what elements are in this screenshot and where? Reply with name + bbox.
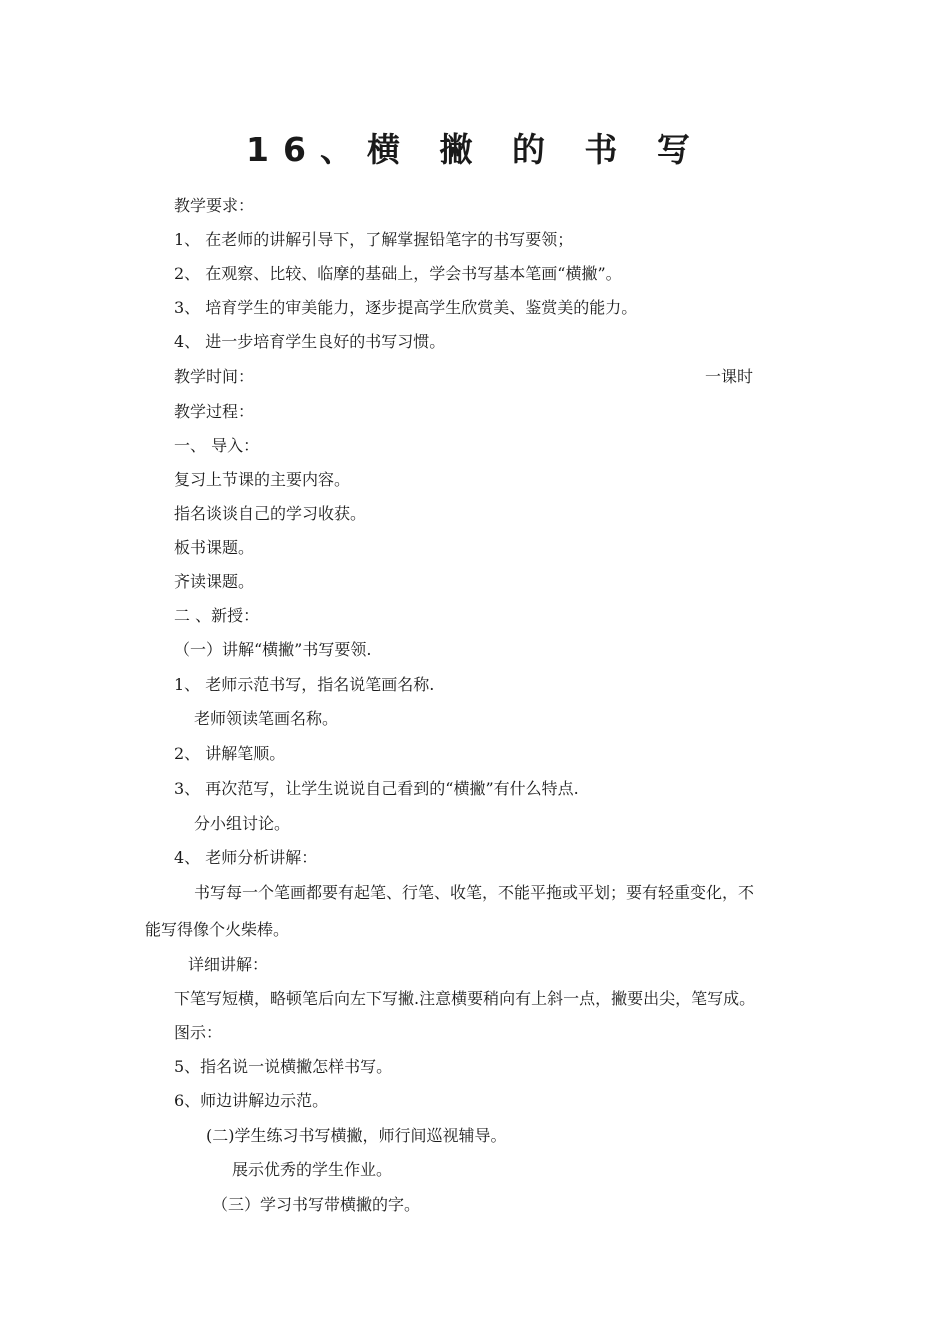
requirement-item: 4、 进一步培育学生良好的书写习惯。 [174,332,446,351]
step-subitem: 分小组讨论。 [194,814,291,833]
intro-item: 复习上节课的主要内容。 [174,470,351,489]
explanation-text-continued: 能写得像个火柴棒。 [145,920,290,939]
requirements-heading: 教学要求： [174,196,255,215]
step-subitem: 老师领读笔画名称。 [194,709,339,728]
part1-heading: （一）讲解“横撇”书写要领. [174,640,372,659]
step-item: 5、指名说一说横撇怎样书写。 [174,1057,393,1076]
step-item: 2、 讲解笔顺。 [174,744,286,763]
time-value: 一课时 [705,367,754,386]
step-item: 3、 再次范写，让学生说说自己看到的“横撇”有什么特点. [174,779,579,798]
time-label: 教学时间： [174,367,255,386]
document-title: 16、横 撇 的 书 写 [246,130,704,169]
step-item: 1、 老师示范书写，指名说笔画名称. [174,675,435,694]
intro-item: 指名谈谈自己的学习收获。 [174,504,367,523]
requirement-item: 3、 培育学生的审美能力，逐步提高学生欣赏美、鉴赏美的能力。 [174,298,638,317]
intro-item: 齐读课题。 [174,572,255,591]
intro-heading: 一、 导入： [174,436,260,455]
new-lesson-heading: 二 、新授： [174,606,260,625]
step-item: 4、 老师分析讲解： [174,848,318,867]
process-heading: 教学过程： [174,402,255,421]
intro-item: 板书课题。 [174,538,255,557]
part3-heading: （三）学习书写带横撇的字。 [212,1195,421,1214]
requirement-item: 2、 在观察、比较、临摩的基础上，学会书写基本笔画“横撇”。 [174,264,622,283]
part2-heading: (二)学生练习书写横撇，师行间巡视辅导。 [206,1126,507,1145]
part2-item: 展示优秀的学生作业。 [232,1160,393,1179]
diagram-label: 图示： [174,1023,223,1042]
explanation-text: 书写每一个笔画都要有起笔、行笔、收笔，不能平拖或平划；要有轻重变化，不 [194,883,755,902]
step-item: 6、师边讲解边示范。 [174,1091,329,1110]
detail-heading: 详细讲解： [188,955,269,974]
requirement-item: 1、 在老师的讲解引导下，了解掌握铅笔字的书写要领； [174,230,574,249]
detail-text: 下笔写短横，略顿笔后向左下写撇.注意横要稍向有上斜一点，撇要出尖，笔写成。 [174,989,756,1008]
